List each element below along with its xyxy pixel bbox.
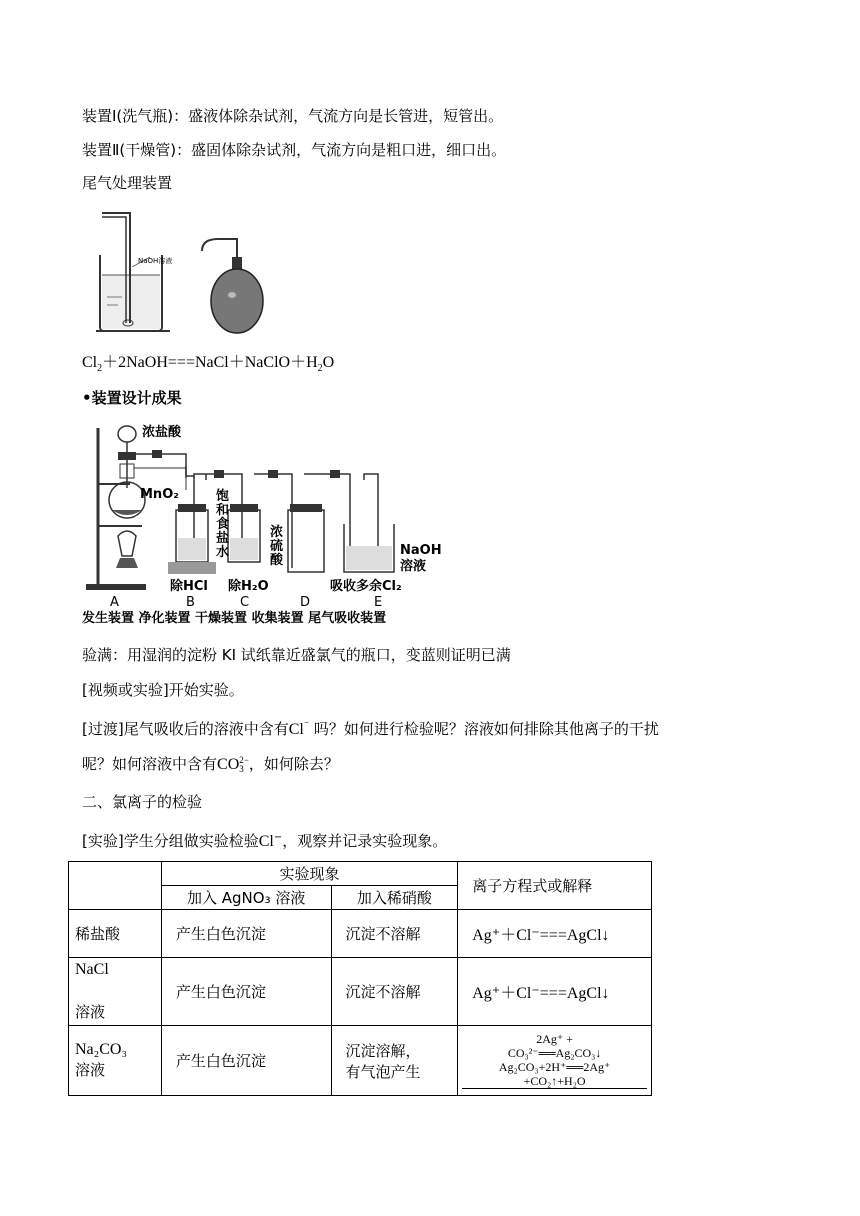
svg-text:和: 和	[216, 503, 230, 518]
design-title: •装置设计成果	[82, 389, 182, 407]
experiment-line: [实验]学生分组做实验检验Cl−，观察并记录实验现象。	[82, 832, 448, 850]
section-title: 二、氯离子的检验	[82, 793, 203, 811]
svg-text:溶液: 溶液	[400, 559, 427, 574]
transition-line-1: [过渡]尾气吸收后的溶液中含有Cl⁻ 吗？如何进行检验呢？溶液如何排除其他离子的干扰	[82, 720, 659, 738]
header-agno3: 加入 AgNO₃ 溶液	[161, 886, 331, 910]
hcl-label: 浓盐酸	[142, 425, 182, 440]
table-row: Na₂CO₃ 溶液 产生白色沉淀 沉淀溶解， 有气泡产生 2Ag⁺ + CO₃²⁻══Ag₂CO₃↓ Ag₂CO₃+2H⁺══2Ag⁺ +CO₂↑+H₂O	[69, 1026, 652, 1096]
table-row: NaCl 溶液 产生白色沉淀 沉淀不溶解 Ag⁺＋Cl⁻===AgCl↓	[69, 958, 652, 1026]
mno2-label: MnO₂	[140, 487, 179, 502]
video-line: [视频或实验]开始实验。	[82, 681, 244, 699]
experiment-table	[68, 861, 652, 1096]
apparatus-figure	[82, 418, 452, 628]
remove-h2o: 除H₂O	[228, 579, 269, 594]
device2-text: ：盛固体除杂试剂，气流方向是粗口进，细口出。	[176, 141, 507, 159]
device2-label: 装置Ⅱ(干燥管)	[82, 141, 177, 159]
svg-text:D: D	[300, 595, 311, 610]
transition-line-2: 呢？如何溶液中含有CO 2− 3 ，如何除去？	[82, 754, 339, 774]
tail-title: 尾气处理装置	[82, 174, 173, 192]
svg-text:A: A	[110, 595, 119, 610]
device1-label: 装置Ⅰ(洗气瓶)	[82, 107, 174, 125]
verify-line: 验满：用湿润的淀粉 KI 试纸靠近盛氯气的瓶口，变蓝则证明已满	[82, 646, 511, 664]
device2-line	[82, 140, 506, 160]
device1-text: ：盛液体除杂试剂，气流方向是长管进，短管出。	[173, 107, 504, 125]
header-equation: 离子方程式或解释	[458, 862, 652, 910]
corner-cell	[69, 862, 162, 910]
svg-text:C: C	[240, 595, 250, 610]
svg-text:硫: 硫	[270, 539, 284, 554]
tail-gas-figure	[92, 205, 292, 335]
balloon	[211, 269, 263, 333]
table-row: 稀盐酸 产生白色沉淀 沉淀不溶解 Ag⁺＋Cl⁻===AgCl↓	[69, 910, 652, 958]
remove-hcl: 除HCl	[170, 579, 208, 594]
naoh-label: NaOH溶液	[138, 257, 173, 265]
svg-text:酸: 酸	[270, 553, 284, 568]
svg-text:B: B	[186, 595, 195, 610]
header-hno3: 加入稀硝酸	[331, 886, 458, 910]
header-phenomena: 实验现象	[161, 862, 457, 886]
svg-text:E: E	[374, 595, 383, 610]
svg-text:盐: 盐	[216, 531, 230, 546]
svg-text:饱: 饱	[216, 489, 230, 504]
svg-text:水: 水	[216, 545, 230, 560]
bottle-d	[288, 510, 324, 572]
equation-line: $Cl_2+2NaOH===NaCl+NaClO+H_2O$	[82, 354, 335, 375]
device-labels: 发生装置 净化装置 干燥装置 收集装置 尾气吸收装置	[82, 611, 387, 626]
svg-text:NaOH: NaOH	[400, 543, 442, 558]
device1-line	[82, 106, 503, 126]
absorb-cl2: 吸收多余Cl₂	[330, 579, 402, 594]
svg-text:浓: 浓	[270, 525, 284, 540]
svg-text:食: 食	[216, 517, 230, 532]
